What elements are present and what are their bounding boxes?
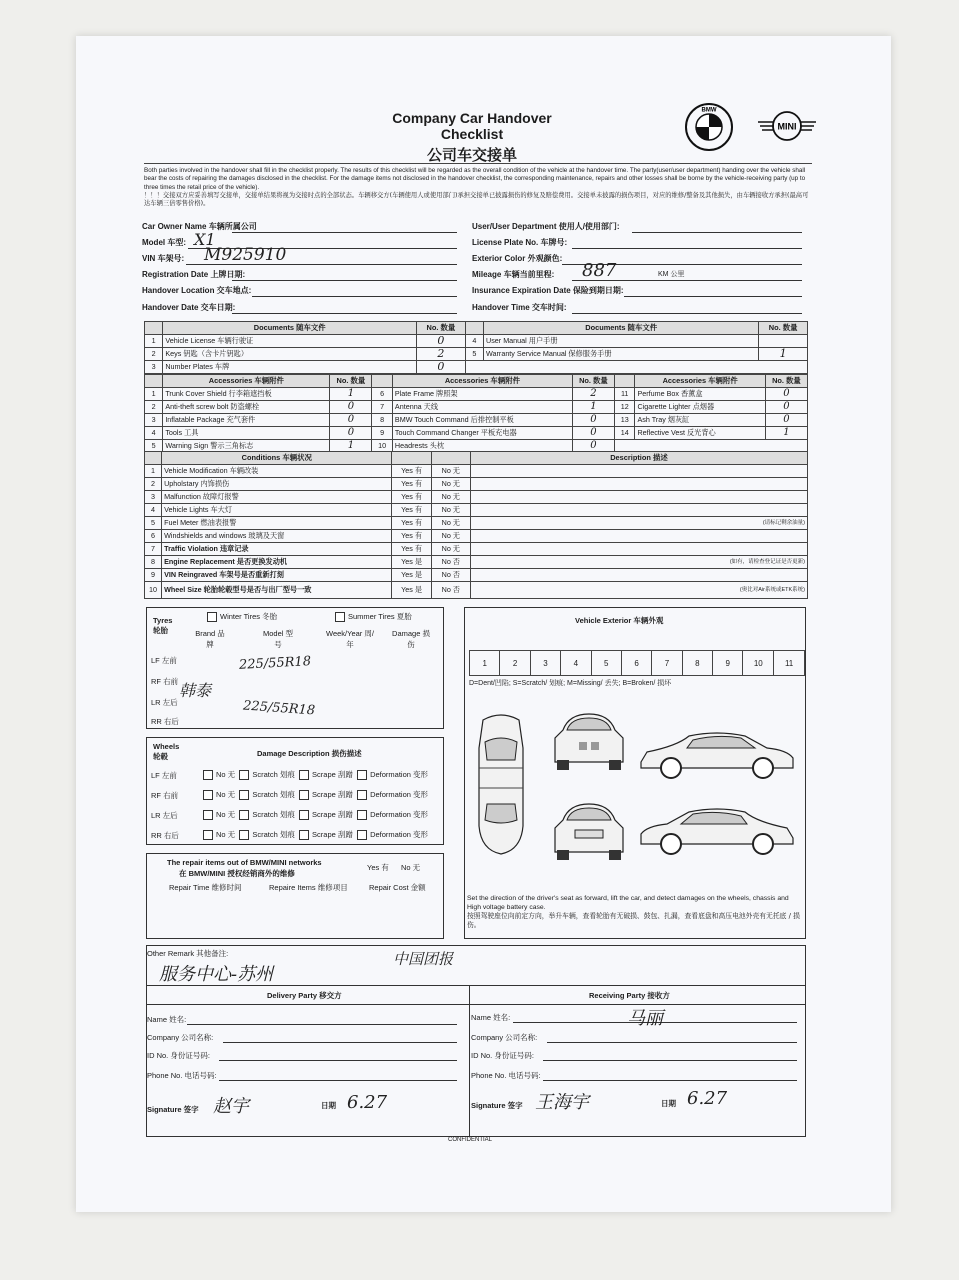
user-label: User/User Department 使用人/使用部门:	[472, 222, 620, 231]
condition-note[interactable]: (奥比对Air系统或ETK系统)	[470, 582, 807, 599]
summer-option[interactable]: Summer Tires 夏胎	[335, 611, 412, 622]
remark-hand-2: 中国团报	[393, 950, 454, 968]
acc-qty[interactable]: 1	[765, 427, 807, 440]
no-option[interactable]: No 无	[431, 478, 470, 491]
panel-number[interactable]: 5	[591, 651, 621, 676]
user-line[interactable]	[632, 232, 802, 233]
tyre-pos: LF 左前	[151, 656, 177, 665]
no-option[interactable]: No 否	[431, 582, 470, 599]
remark-section[interactable]	[146, 945, 806, 986]
notice-text	[144, 163, 812, 208]
acc-header-2: Accessories 车辆附件	[392, 375, 572, 388]
confidential-footer: CONFIDENTIAL	[448, 1137, 493, 1143]
car-side-view-right[interactable]	[637, 804, 797, 856]
tyres-label: Tyres 轮胎	[153, 616, 173, 635]
repair-col-cost: Repair Cost 金额	[369, 883, 426, 892]
receiving-phone-field[interactable]	[543, 1080, 797, 1081]
exterior-numbers	[469, 650, 805, 676]
acc-qty[interactable]: 0	[330, 401, 372, 414]
model-value: X1	[194, 230, 216, 249]
wheels-title: Damage Description 损伤描述	[257, 749, 362, 758]
acc-item: Reflective Vest 反光背心	[635, 427, 765, 440]
delivery-phone-label: Phone No. 电话号码:	[147, 1071, 217, 1080]
yes-option[interactable]: Yes 有	[392, 517, 431, 530]
acc-item: Perfume Box 香薰盒	[635, 388, 765, 401]
condition-note[interactable]	[470, 530, 807, 543]
receiving-phone-label: Phone No. 电话号码:	[471, 1071, 541, 1080]
date-label: Handover Date 交车日期:	[142, 303, 236, 312]
inspection-instructions: Set the direction of the driver's seat as forward, lift the car, and detect damages on the wheels, chassis and High voltage battery case. 按照驾驶座位向前定方向，举升车辆，查看轮胎有无破损、鼓包、扎漏，查看底盘和高压电池外壳有无托底 / 损伤。	[467, 895, 800, 929]
mileage-unit: KM 公里	[658, 271, 685, 278]
repair-col-items: Repaire Items 维修项目	[269, 883, 348, 892]
acc-item: Trunk Cover Shield 行李箱遮挡板	[163, 388, 330, 401]
receiving-id-label: ID No. 身份证号码:	[471, 1051, 534, 1060]
doc-header-no-right: No. 数量	[759, 322, 808, 335]
delivery-company-field[interactable]	[223, 1042, 457, 1043]
doc-qty[interactable]: 2	[417, 348, 466, 361]
doc-qty[interactable]: 0	[417, 361, 466, 374]
no-option[interactable]: No 无	[431, 491, 470, 504]
panel-number[interactable]: 7	[652, 651, 682, 676]
damage-header: Damage 损伤	[392, 629, 430, 649]
acc-qty[interactable]: 0	[765, 401, 807, 414]
doc-keys: Keys 钥匙（含卡片钥匙）	[163, 348, 417, 361]
wheel-pos: LR 左后	[151, 811, 178, 820]
acc-item: Inflatable Package 充气套件	[163, 414, 330, 427]
week-header: Week/Year 周/年	[326, 629, 374, 649]
panel-number[interactable]: 3	[530, 651, 560, 676]
condition-item: Engine Replacement 是否更换发动机	[162, 556, 392, 569]
panel-number[interactable]: 10	[743, 651, 774, 676]
tyre-pos: RR 右后	[151, 717, 179, 726]
doc-qty[interactable]: 1	[759, 348, 808, 361]
documents-table: Documents 随车文件 No. 数量 Documents 随车文件 No. 数量 1 Vehicle License 车辆行驶证 0 4 User Manual 用户手册 2 Keys 钥匙（含卡片钥匙） 2 5 Warranty Service Manual 保修服务手册 1 3 Number Plates 车牌 0	[144, 321, 808, 374]
acc-item: Plate Frame 牌照架	[392, 388, 572, 401]
condition-note[interactable]: (如有，请检查登记证是否更新)	[470, 556, 807, 569]
wheel-pos: LF 左前	[151, 771, 177, 780]
title-cn: 公司车交接单	[426, 146, 517, 164]
acc-qty[interactable]: 2	[572, 388, 614, 401]
condition-item: Windshields and windows 玻璃及天窗	[162, 530, 392, 543]
damage-legend: D=Dent/凹陷; S=Scratch/ 划痕; M=Missing/ 丢失; B=Broken/ 损坏	[469, 680, 672, 687]
tyre-model-hand-2: 225/55R18	[242, 698, 316, 719]
car-rear-view[interactable]	[549, 798, 629, 864]
acc-item: Anti-theft screw bolt 防盗螺栓	[163, 401, 330, 414]
no-option[interactable]: No 无	[431, 517, 470, 530]
mileage-label: Mileage 车辆当前里程:	[472, 270, 555, 279]
condition-note[interactable]	[470, 491, 807, 504]
parties-section	[146, 985, 806, 1137]
tyre-pos: LR 左后	[151, 698, 178, 707]
yes-option[interactable]: Yes 有	[392, 543, 431, 556]
delivery-signature-label: Signature 签字	[147, 1105, 199, 1114]
acc-item: Warning Sign 警示三角标志	[163, 440, 330, 453]
condition-item: Vehicle Lights 车大灯	[162, 504, 392, 517]
delivery-name-label: Name 姓名:	[147, 1015, 187, 1024]
model-label: Model 车型:	[142, 238, 186, 247]
winter-option[interactable]: Winter Tires 冬胎	[207, 611, 277, 622]
receiving-company-label: Company 公司名称:	[471, 1033, 538, 1042]
acc-qty[interactable]: 1	[330, 388, 372, 401]
car-top-view[interactable]	[469, 708, 533, 858]
delivery-company-label: Company 公司名称:	[147, 1033, 214, 1042]
vin-label: VIN 车架号:	[142, 254, 185, 263]
checklist-form	[134, 97, 824, 1152]
yes-option[interactable]: Yes 是	[392, 556, 431, 569]
no-option[interactable]: No 无	[431, 543, 470, 556]
acc-qty[interactable]: 0	[765, 388, 807, 401]
panel-number[interactable]: 2	[500, 651, 530, 676]
no-option[interactable]: No 无	[431, 504, 470, 517]
owner-label: Car Owner Name 车辆所属公司	[142, 222, 257, 231]
description-header: Description 描述	[470, 452, 807, 465]
delivery-signature[interactable]: 赵宇	[213, 1096, 249, 1117]
wheels-label: Wheels 轮毂	[153, 742, 180, 761]
acc-item: Headrests 头枕	[392, 440, 572, 453]
doc-header-left: Documents 随车文件	[163, 322, 417, 335]
no-option[interactable]: No 无	[431, 465, 470, 478]
doc-qty[interactable]	[759, 335, 808, 348]
tyre-brand-hand: 韩泰	[179, 681, 212, 700]
title-en: Company Car Handover Checklist	[392, 110, 552, 142]
receiving-title: Receiving Party 接收方	[589, 991, 670, 1000]
delivery-name-field[interactable]	[187, 1024, 457, 1025]
condition-item: Upholstary 内饰损伤	[162, 478, 392, 491]
notice-en: Both parties involved in the handover shall fill in the checklist properly. The results of this checklist will be regarded as the overall condition of the vehicle at the handover time. The party(user/user department) handing over the vehicle shall bear the costs of repairing the damages disclosed in the checklist. For the damage items not disclosed in the handover checklist, the corresponding maintenance, repairs and other losses shall be borne by the vehicle-receiving party (up to three times the retail price of the vehicle).	[144, 167, 806, 191]
owner-line[interactable]	[232, 232, 457, 233]
acc-qty[interactable]: 0	[765, 414, 807, 427]
yes-option[interactable]: Yes 有	[392, 530, 431, 543]
receiving-signature[interactable]: 王海宇	[535, 1092, 589, 1113]
doc-vehicle-license: Vehicle License 车辆行驶证	[163, 335, 417, 348]
delivery-title: Delivery Party 移交方	[267, 991, 342, 1000]
receiving-company-field[interactable]	[547, 1042, 797, 1043]
receiving-name-label: Name 姓名:	[471, 1013, 511, 1022]
panel-number[interactable]: 4	[561, 651, 591, 676]
color-label: Exterior Color 外观颜色:	[472, 254, 563, 263]
conditions-table: Conditions 车辆状况 Description 描述 1 Vehicle Modification 车辆改装 Yes 有 No 无 2 Upholstary 内饰损伤 Yes 有 No 无 3 Malfunction 故障灯报警 Yes 有 No 无 4 Vehicle Lights 车大灯 Yes 有 No 无 5 Fuel Meter 燃油表报警 Yes 有 No 无 (请标记剩余油量) 6 Windshields and windows 玻璃及天窗 Yes 有 No 无 7 Traffic Violation 违章记录 Yes 有 No 无 8 Engine Replacement 是否更换发动机 Yes 是 No 否 (如有，请检查登记证是否更新) 9 VIN Reingraved 车架号是否重新打刻 Yes 是 No 否 10 Wheel Size 轮胎轮毂型号是否与出厂型号一致 Yes 是 No 否 (奥比对Air系统或ETK系统)	[144, 451, 808, 599]
repair-yes[interactable]: Yes 有	[367, 863, 389, 872]
wheel-pos: RF 右前	[151, 791, 179, 800]
acc-header-1: Accessories 车辆附件	[163, 375, 330, 388]
location-line[interactable]	[252, 296, 457, 297]
receiving-date[interactable]: 6.27	[687, 1088, 728, 1109]
acc-qty[interactable]: 0	[330, 414, 372, 427]
receiving-name-hand[interactable]: 马丽	[627, 1008, 663, 1029]
panel-number[interactable]: 11	[774, 651, 805, 676]
acc-qty[interactable]: 1	[572, 401, 614, 414]
wheel-rr-options: No 无 Scratch 划痕 Scrape 刮蹭 Deformation 变形	[203, 829, 428, 840]
yes-option[interactable]: Yes 有	[392, 478, 431, 491]
notice-cn: ！！！交接双方应妥善填写交接单，交接单结果将视为交接时点的全部状态。车辆移交方(车辆使用人或使用部门)承担交接单已披露损伤的修复及赔偿费用。交接单未披露的损伤项目，对应的维修/整备及其他损失，由车辆接收方承担(最高可达车辆三倍零售价格)。	[144, 191, 809, 208]
acc-item: Tools 工具	[163, 427, 330, 440]
no-option[interactable]: No 无	[431, 530, 470, 543]
form-title	[362, 110, 582, 165]
condition-item: Fuel Meter 燃油表报警	[162, 517, 392, 530]
remark-label: Other Remark 其他备注:	[147, 949, 229, 958]
panel-number[interactable]: 1	[470, 651, 500, 676]
yes-option[interactable]: Yes 有	[392, 465, 431, 478]
wheel-rf-options: No 无 Scratch 划痕 Scrape 刮蹭 Deformation 变形	[203, 789, 428, 800]
mileage-value: 887	[582, 260, 617, 281]
car-side-view-left[interactable]	[637, 728, 797, 780]
condition-note[interactable]	[470, 478, 807, 491]
acc-qty[interactable]: 0	[572, 414, 614, 427]
acc-qty[interactable]: 0	[572, 427, 614, 440]
doc-header-no-left: No. 数量	[417, 322, 466, 335]
tyre-model-hand-1: 225/55R18	[238, 654, 312, 673]
condition-item: Vehicle Modification 车辆改装	[162, 465, 392, 478]
doc-user-manual: User Manual 用户手册	[484, 335, 759, 348]
doc-header-right: Documents 随车文件	[484, 322, 759, 335]
reg-label: Registration Date 上牌日期:	[142, 270, 246, 279]
delivery-date-label: 日期	[321, 1101, 336, 1110]
receiving-date-label: 日期	[661, 1099, 676, 1108]
panel-number[interactable]: 8	[682, 651, 712, 676]
condition-note[interactable]	[470, 504, 807, 517]
wheels-section	[146, 737, 444, 845]
accessories-table: Accessories 车辆附件 No. 数量 Accessories 车辆附件 No. 数量 Accessories 车辆附件 No. 数量 1 Trunk Cover Shield 行李箱遮挡板 1 6 Plate Frame 牌照架 2 11 Perfume Box 香薰盒 0 2 Anti-theft screw bolt 防盗螺栓 0 7 Antenna 天线 1 12 Cigarette Lighter 点烟器 0 3 Inflatable Package 充气套件 0 8 BMW Touch Command 后排控制平板 0 13 Ash Tray 烟灰缸 0 4 Tools 工具 0 9 Touch Command Changer 平板充电器 0 14 Reflective Vest 反光背心 1 5 Warning Sign 警示三角标志 1 10 Headrests 头枕 0	[144, 374, 808, 453]
yes-option[interactable]: Yes 有	[392, 504, 431, 517]
location-label: Handover Location 交车地点:	[142, 286, 252, 295]
tyre-pos: RF 右前	[151, 677, 179, 686]
no-option[interactable]: No 否	[431, 556, 470, 569]
yes-option[interactable]: Yes 是	[392, 569, 431, 582]
insurance-line[interactable]	[624, 296, 802, 297]
acc-item: Touch Command Changer 平板充电器	[392, 427, 572, 440]
condition-item: VIN Reingraved 车架号是否重新打刻	[162, 569, 392, 582]
time-line[interactable]	[572, 313, 802, 314]
delivery-phone-field[interactable]	[219, 1080, 457, 1081]
date-line[interactable]	[232, 313, 457, 314]
wheel-pos: RR 右后	[151, 831, 179, 840]
acc-header-3: Accessories 车辆附件	[635, 375, 765, 388]
acc-item: Antenna 天线	[392, 401, 572, 414]
exterior-title: Vehicle Exterior 车辆外观	[575, 616, 664, 625]
acc-item: Ash Tray 烟灰缸	[635, 414, 765, 427]
conditions-header: Conditions 车辆状况	[162, 452, 392, 465]
tyres-section	[146, 607, 444, 729]
repair-section	[146, 853, 444, 939]
bmw-logo	[684, 102, 734, 152]
winter-checkbox[interactable]	[207, 612, 217, 622]
yes-option[interactable]: Yes 是	[392, 582, 431, 599]
repair-no[interactable]: No 无	[401, 863, 421, 872]
vin-value: M925910	[204, 245, 287, 265]
acc-qty[interactable]: 1	[330, 440, 372, 453]
condition-note[interactable]	[470, 543, 807, 556]
plate-label: License Plate No. 车牌号:	[472, 238, 568, 247]
acc-item: Cigarette Lighter 点烟器	[635, 401, 765, 414]
condition-note[interactable]	[470, 569, 807, 582]
no-option[interactable]: No 否	[431, 569, 470, 582]
panel-number[interactable]: 9	[713, 651, 743, 676]
summer-checkbox[interactable]	[335, 612, 345, 622]
repair-title-en: The repair items out of BMW/MINI networks	[167, 858, 322, 867]
panel-number[interactable]: 6	[621, 651, 651, 676]
receiving-signature-label: Signature 签字	[471, 1101, 523, 1110]
reg-line[interactable]	[232, 280, 457, 281]
repair-title-cn: 在 BMW/MINI 授权经销商外的维修	[179, 869, 295, 878]
acc-qty[interactable]: 0	[330, 427, 372, 440]
acc-item: BMW Touch Command 后排控制平板	[392, 414, 572, 427]
repair-col-time: Repair Time 维修时间	[169, 883, 242, 892]
mini-logo	[756, 109, 818, 143]
doc-qty[interactable]: 0	[417, 335, 466, 348]
bmw-logo-text: BMW	[701, 107, 717, 114]
delivery-date[interactable]: 6.27	[347, 1092, 388, 1113]
wheel-lr-options: No 无 Scratch 划痕 Scrape 刮蹭 Deformation 变形	[203, 809, 428, 820]
mini-logo-text: MINI	[777, 121, 797, 132]
brand-header: Brand 品牌	[195, 629, 225, 649]
delivery-id-label: ID No. 身份证号码:	[147, 1051, 210, 1060]
wheel-lf-options: No 无 Scratch 划痕 Scrape 刮蹭 Deformation 变形	[203, 769, 428, 780]
doc-number-plates: Number Plates 车牌	[163, 361, 417, 374]
car-front-view[interactable]	[549, 708, 629, 774]
delivery-id-field[interactable]	[219, 1060, 457, 1061]
exterior-section	[464, 607, 806, 939]
condition-item: Traffic Violation 违章记录	[162, 543, 392, 556]
condition-note[interactable]	[470, 465, 807, 478]
condition-item: Wheel Size 轮胎轮毂型号是否与出厂型号一致	[162, 582, 392, 599]
acc-qty[interactable]: 0	[572, 440, 614, 453]
receiving-id-field[interactable]	[543, 1060, 797, 1061]
remark-hand-1: 服务中心-苏州	[159, 964, 274, 985]
insurance-label: Insurance Expiration Date 保险到期日期:	[472, 286, 624, 295]
yes-option[interactable]: Yes 有	[392, 491, 431, 504]
doc-warranty-manual: Warranty Service Manual 保修服务手册	[484, 348, 759, 361]
model-header: Model 型号	[263, 629, 294, 649]
condition-item: Malfunction 故障灯报警	[162, 491, 392, 504]
time-label: Handover Time 交车时间:	[472, 303, 567, 312]
plate-line[interactable]	[572, 248, 802, 249]
condition-note[interactable]: (请标记剩余油量)	[470, 517, 807, 530]
